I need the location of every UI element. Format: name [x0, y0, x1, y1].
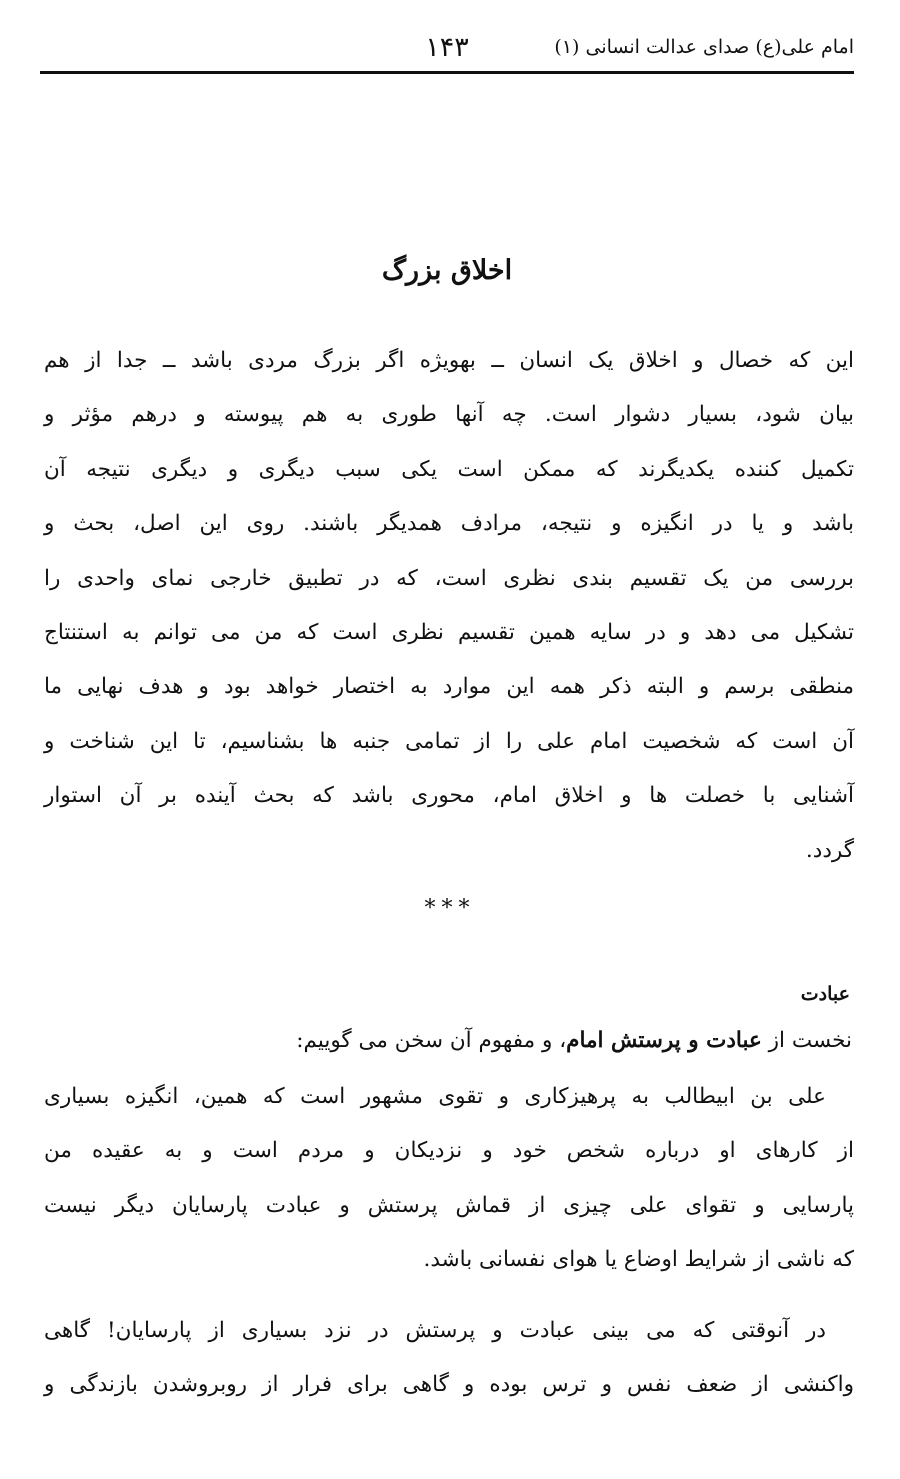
- running-head: [40, 32, 854, 66]
- text-line: از کارهای او درباره شخص خود و نزدیکان و مردم است و به عقیده من: [44, 1138, 854, 1164]
- text-line: بیان شود، بسیار دشوار است. چه آنها طوری به هم پیوسته و درهم مؤثر و: [44, 402, 854, 428]
- text-line: آن است که شخصیت امام علی را از تمامی جنبه ها بشناسیم، تا این شناخت و: [44, 728, 854, 754]
- text-line: منطقی برسم و البته ذکر همه این موارد به اختصار خواهد بود و هدف نهایی ما: [44, 674, 854, 700]
- text-line: تشکیل می دهد و در سایه همین تقسیم نظری است که من می توانم به استنتاج: [44, 620, 854, 646]
- worship-paragraph-2: [44, 1304, 854, 1413]
- text-line: در آنوقتی که می بینی عبادت و پرستش در نزد بسیاری از پارسایان! گاهی: [44, 1318, 826, 1343]
- text-line: واکنشی از ضعف نفس و ترس بوده و گاهی برای فرار از روبروشدن بازندگی و: [44, 1372, 854, 1398]
- page-number: ۱۴۳: [425, 32, 469, 63]
- section-intro: [296, 1021, 852, 1061]
- text-line: آشنایی با خصلت ها و اخلاق امام، محوری باشد که بحث آینده بر آن استوار: [44, 783, 854, 809]
- text-line: پارسایی و تقوای علی چیزی از قماش پرستش و عبادت پارسایان دیگر نیست: [44, 1192, 854, 1218]
- text-line: بررسی من یک تقسیم بندی نظری است، که در تطبیق خارجی نمای واحدی را: [44, 565, 854, 591]
- chapter-title: اخلاق بزرگ: [381, 255, 513, 286]
- intro-text: نخست از: [761, 1028, 852, 1053]
- text-line: تکمیل کننده یکدیگرند که ممکن است یکی سبب دیگری و دیگری نتیجه آن: [44, 456, 854, 482]
- header-rule: [40, 71, 854, 74]
- book-title: امام علی(ع) صدای عدالت انسانی (۱): [554, 36, 854, 58]
- intro-bold-text: عبادت و پرستش امام: [566, 1028, 762, 1053]
- text-line: که ناشی از شرایط اوضاع یا هوای نفسانی باشد.: [423, 1247, 854, 1273]
- intro-text: ، و مفهوم آن سخن می گوییم:: [296, 1028, 567, 1053]
- text-line: گردد.: [805, 837, 854, 863]
- text-line: علی بن ابیطالب به پرهیزکاری و تقوی مشهور است که همین، انگیزه بسیاری: [44, 1084, 826, 1109]
- section-separator: ***: [424, 896, 476, 921]
- text-line: این که خصال و اخلاق یک انسان ــ بهویژه اگر بزرگ مردی باشد ــ جدا از هم: [44, 348, 854, 373]
- intro-paragraph: [44, 334, 854, 878]
- worship-paragraph-1: [44, 1070, 854, 1288]
- text-line: باشد و یا در انگیزه و نتیجه، مرادف همدیگر باشند. روی این اصل، بحث و: [44, 511, 854, 537]
- section-heading: عبادت: [800, 983, 850, 1005]
